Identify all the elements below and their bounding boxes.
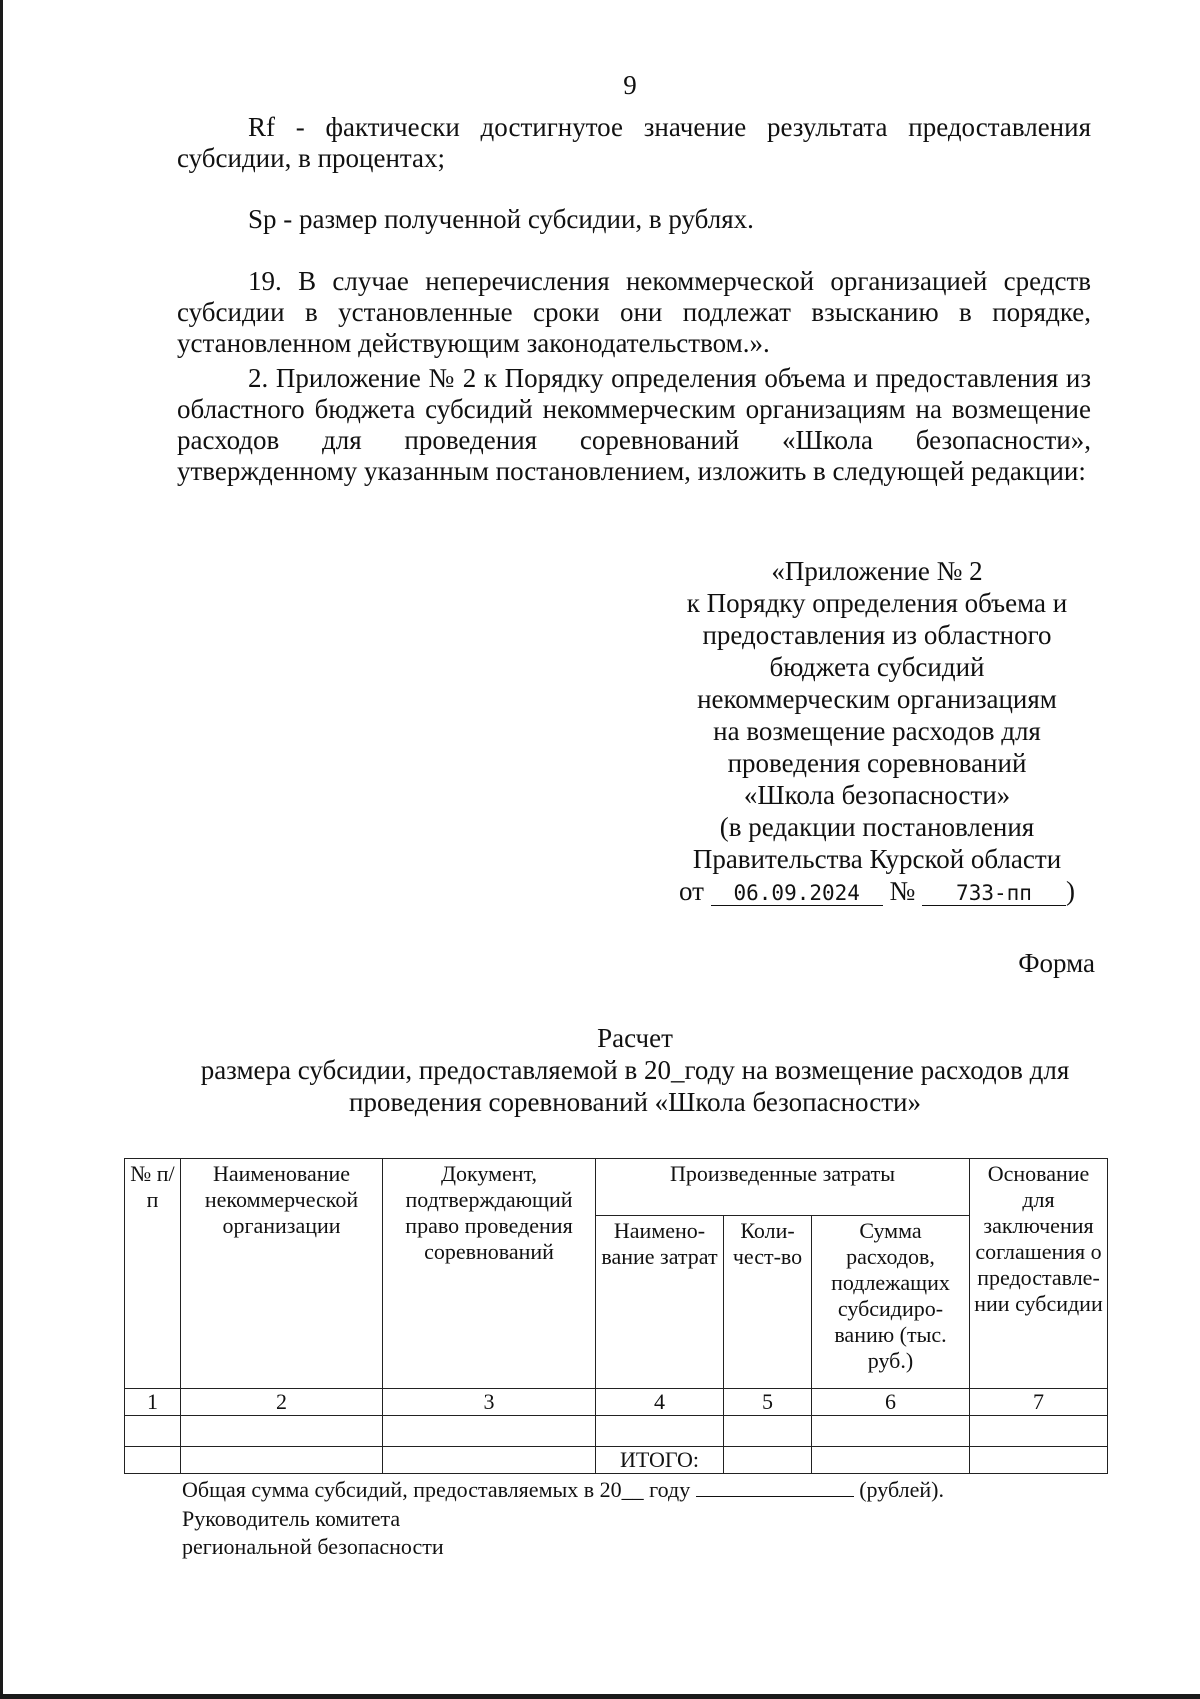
table-cell	[724, 1447, 812, 1474]
table-cell	[724, 1416, 812, 1447]
table-row	[125, 1389, 1108, 1416]
calculation-subtitle-line-2: проведения соревнований «Школа безопасности»	[349, 1087, 921, 1117]
table-cell	[383, 1447, 596, 1474]
column-number: 5	[724, 1389, 812, 1416]
total-sum-prefix: Общая сумма субсидий, предоставляемых в 20__ году	[182, 1477, 691, 1502]
header-basis: Основание для заключения соглашения о предоставле-нии субсидии	[970, 1159, 1108, 1389]
scan-bottom-edge	[0, 1694, 1200, 1699]
table-cell	[383, 1416, 596, 1447]
total-sum-line	[182, 1476, 944, 1504]
appendix-line: проведения соревнований	[727, 748, 1027, 778]
table-header-row	[125, 1159, 1108, 1216]
table-cell	[970, 1416, 1108, 1447]
column-number: 2	[181, 1389, 383, 1416]
appendix-line: Правительства Курской области	[692, 844, 1062, 874]
appendix-line: (в редакции постановления	[719, 812, 1035, 842]
appendix-date-line	[662, 875, 1092, 907]
signature-line-1: Руководитель комитета	[182, 1506, 401, 1531]
header-costs-group: Произведенные затраты	[596, 1159, 970, 1216]
appendix-line: некоммерческим организациям	[697, 684, 1057, 714]
form-label: Форма	[1018, 948, 1095, 978]
header-amount: Сумма расходов, подлежащих субсидиро-ванию (тыс. руб.)	[812, 1216, 970, 1389]
calculation-subtitle-line-1: размера субсидии, предоставляемой в 20_году на возмещение расходов для	[200, 1055, 1070, 1085]
page-number: 9	[623, 70, 637, 100]
table-cell	[812, 1447, 970, 1474]
appendix-line: «Приложение № 2	[771, 556, 983, 586]
paragraph-rf: Rf - фактически достигнутое значение результата предоставления субсидии, в процентах;	[177, 112, 1091, 173]
header-document: Документ, подтверждающий право проведения соревнований	[383, 1159, 596, 1389]
paragraph-19: 19. В случае неперечисления некоммерческой организацией средств субсидии в установленные сроки они подлежат взысканию в порядке, установленном действующим законодательством.».	[177, 266, 1091, 358]
table-cell	[812, 1416, 970, 1447]
column-number: 7	[970, 1389, 1108, 1416]
calculation-title: Расчет	[597, 1023, 673, 1053]
header-quantity: Коли-чест-во	[724, 1216, 812, 1389]
appendix-block	[662, 555, 1092, 907]
table-cell	[181, 1447, 383, 1474]
total-sum-blank	[696, 1478, 854, 1497]
paragraph-2: 2. Приложение № 2 к Порядку определения объема и предоставления из областного бюджета субсидий некоммерческим организациям на возмещение расходов для проведения соревнований «Школа безопасности», утвержденному указанным постановлением, изложить в следующей редакции:	[177, 363, 1091, 486]
total-sum-suffix: (рублей).	[859, 1477, 944, 1502]
table-cell	[181, 1416, 383, 1447]
total-label: ИТОГО:	[596, 1447, 724, 1474]
header-cost-name: Наимено-вание затрат	[596, 1216, 724, 1389]
table-cell	[125, 1447, 181, 1474]
date-prefix: от	[679, 876, 704, 906]
signature-line-2: региональной безопасности	[182, 1534, 444, 1559]
decree-number: 733-пп	[922, 881, 1066, 906]
paragraph-sp: Sp - размер полученной субсидии, в рублях.	[248, 204, 754, 234]
column-number: 4	[596, 1389, 724, 1416]
calculation-table	[124, 1158, 1108, 1474]
scan-left-edge	[0, 0, 3, 1699]
column-number: 3	[383, 1389, 596, 1416]
table-cell	[970, 1447, 1108, 1474]
calculation-title-block	[177, 1022, 1093, 1118]
header-organization: Наименование некоммерческой организации	[181, 1159, 383, 1389]
column-number: 1	[125, 1389, 181, 1416]
appendix-line: бюджета субсидий	[769, 652, 985, 682]
decree-date: 06.09.2024	[711, 881, 883, 906]
appendix-line: «Школа безопасности»	[743, 780, 1011, 810]
table-total-row	[125, 1447, 1108, 1474]
header-number: № п/п	[125, 1159, 181, 1389]
appendix-line: на возмещение расходов для	[713, 716, 1041, 746]
table-row	[125, 1416, 1108, 1447]
table-cell	[125, 1416, 181, 1447]
number-sign: №	[889, 876, 916, 906]
table-cell	[596, 1416, 724, 1447]
column-number: 6	[812, 1389, 970, 1416]
appendix-line: к Порядку определения объема и	[686, 588, 1068, 618]
appendix-line: предоставления из областного	[702, 620, 1052, 650]
close-paren: )	[1065, 876, 1075, 906]
